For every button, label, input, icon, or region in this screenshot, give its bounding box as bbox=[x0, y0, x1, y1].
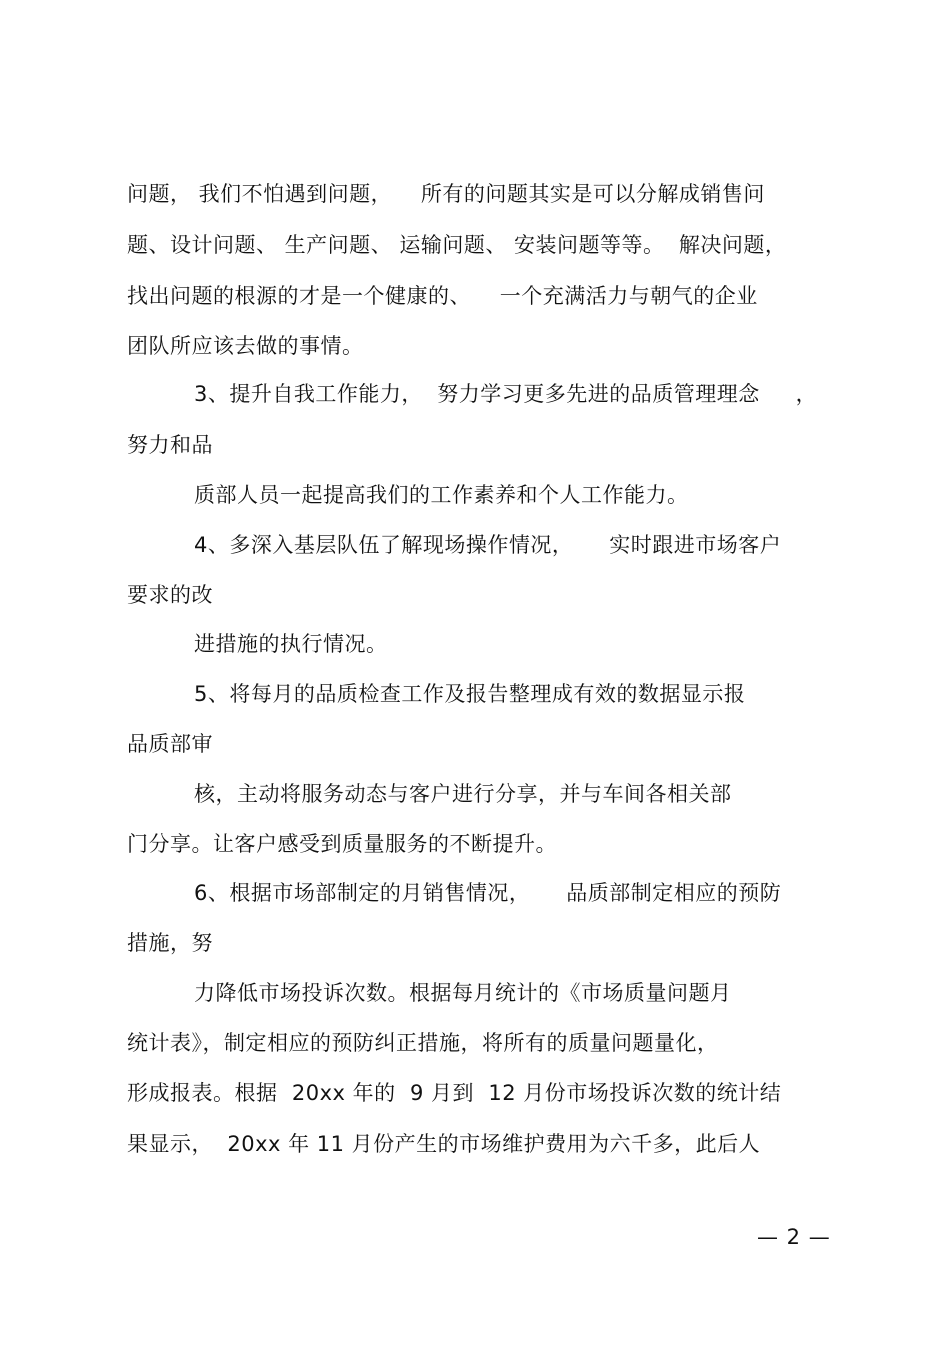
text-line: 3、提升自我工作能力， 努力学习更多先进的品质管理理念 ， bbox=[194, 382, 818, 406]
text-line: 进措施的执行情况。 bbox=[194, 632, 388, 656]
text-line: 措施，努 bbox=[127, 931, 213, 955]
text-line: 力降低市场投诉次数。根据每月统计的《市场质量问题月 bbox=[194, 981, 732, 1005]
text-line: 统计表》，制定相应的预防纠正措施，将所有的质量问题量化， bbox=[127, 1031, 719, 1055]
text-line: 形成报表。根据 20xx 年的 9 月到 12 月份市场投诉次数的统计结 bbox=[127, 1081, 782, 1105]
text-line: 6、根据市场部制定的月销售情况， 品质部制定相应的预防 bbox=[194, 881, 782, 905]
text-line: 5、将每月的品质检查工作及报告整理成有效的数据显示报 bbox=[194, 682, 746, 706]
page-number: — 2 — bbox=[757, 1225, 831, 1249]
text-line: 质部人员一起提高我们的工作素养和个人工作能力。 bbox=[194, 483, 689, 507]
text-line: 门分享。让客户感受到质量服务的不断提升。 bbox=[127, 832, 557, 856]
text-line: 题、设计问题、 生产问题、 运输问题、 安装问题等等。 解决问题， bbox=[127, 233, 787, 257]
text-line: 努力和品 bbox=[127, 433, 213, 457]
text-line: 要求的改 bbox=[127, 583, 213, 607]
text-line: 4、多深入基层队伍了解现场操作情况， 实时跟进市场客户 bbox=[194, 533, 782, 557]
text-line: 团队所应该去做的事情。 bbox=[127, 334, 364, 358]
text-line: 果显示， 20xx 年 11 月份产生的市场维护费用为六千多，此后人 bbox=[127, 1132, 761, 1156]
text-line: 核，主动将服务动态与客户进行分享，并与车间各相关部 bbox=[194, 782, 732, 806]
text-line: 找出问题的根源的才是一个健康的、 一个充满活力与朝气的企业 bbox=[127, 284, 758, 308]
text-line: 问题， 我们不怕遇到问题， 所有的问题其实是可以分解成销售问 bbox=[127, 182, 765, 206]
text-line: 品质部审 bbox=[127, 732, 213, 756]
